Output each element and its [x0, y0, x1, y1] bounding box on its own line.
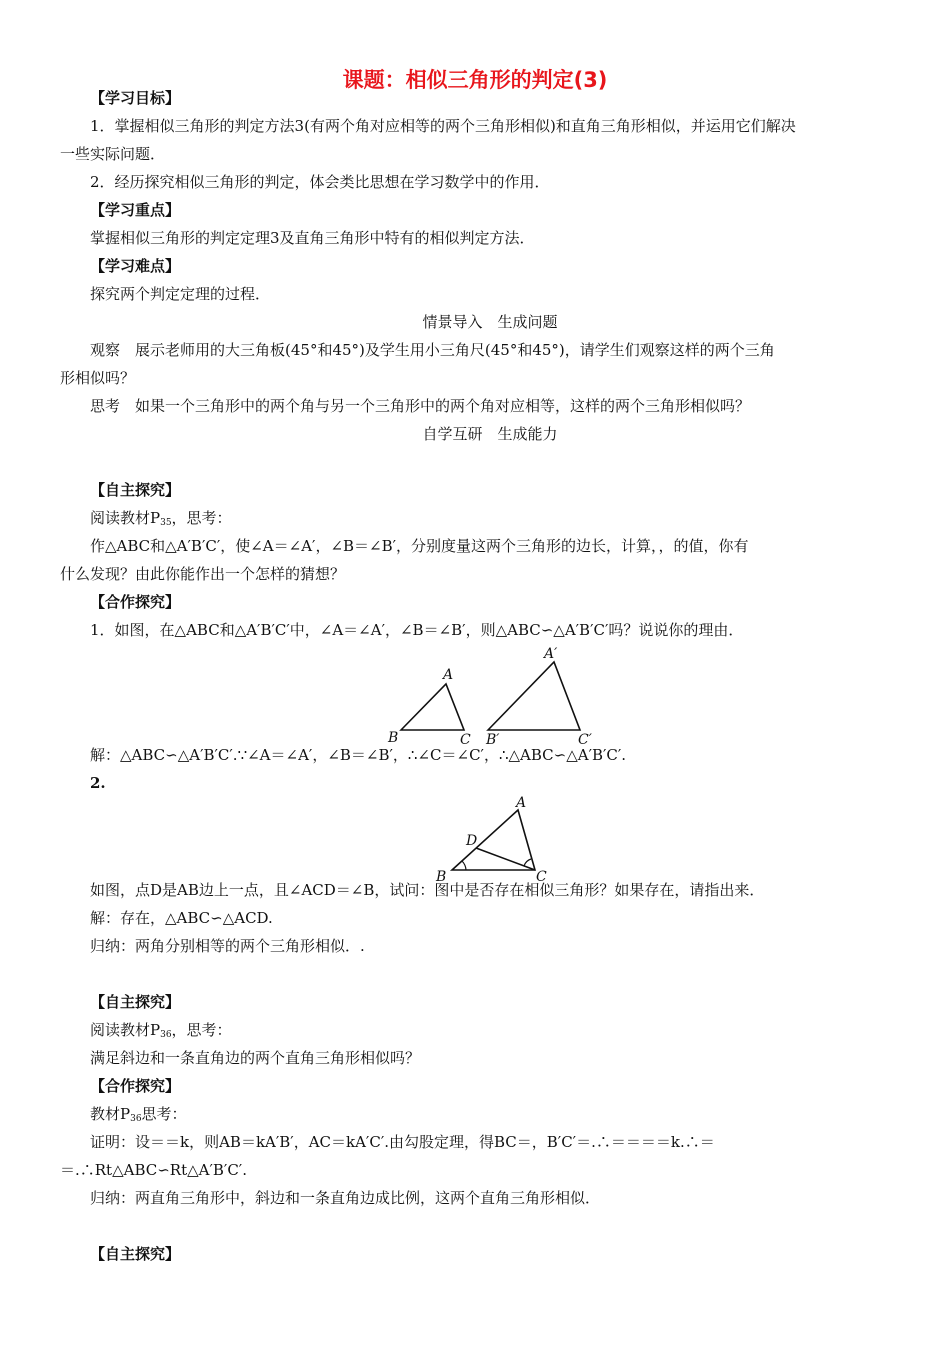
triangle-abc — [401, 684, 464, 730]
summary-2: 归纳：两直角三角形中，斜边和一条直角边成比例，这两个直角三角形相似． — [90, 1189, 601, 1207]
read-textbook-2: 阅读教材$P_{36}$，思考： — [90, 1021, 232, 1040]
solution-2: 解：存在，△ABC∽△ACD. — [90, 909, 273, 927]
think-text: 思考 如果一个三角形中的两个角与另一个三角形中的两个角对应相等，这样的两个三角形相似吗？ — [90, 397, 751, 415]
section-intro-heading: 情景导入 生成问题 — [422, 313, 558, 331]
label-b-prime: B′ — [486, 732, 500, 748]
triangle-a-prime-b-prime-c-prime — [488, 662, 580, 730]
label-d: D — [466, 833, 478, 849]
question-2: 如图，点D是AB边上一点，且∠ACD＝∠B，试问：图中是否存在相似三角形？如果存在，请指出来． — [90, 881, 765, 899]
segment-cd — [476, 848, 535, 870]
label-c: C — [460, 732, 471, 748]
angle-mark-c — [524, 859, 531, 866]
proof-a: 证明：设＝＝k，则AB＝kA′B′，AC＝kA′C′.由勾股定理，得BC＝，B′C′＝.∴＝＝＝＝k.∴＝ — [90, 1133, 715, 1151]
question-1: 1．如图，在△ABC和△A′B′C′中，∠A＝∠A′，∠B＝∠B′，则△ABC∽△A′B′C′吗？说说你的理由． — [90, 621, 744, 639]
figure-similar-triangles — [380, 640, 610, 750]
observe-a: 观察 展示老师用的大三角板(45°和45°)及学生用小三角尺(45°和45°)，请学生们观察这样的两个三角 — [90, 341, 775, 359]
label-a-2: A — [516, 795, 527, 811]
goal-1b: 一些实际问题． — [60, 145, 166, 163]
question-3: 满足斜边和一条直角边的两个直角三角形相似吗？ — [90, 1049, 421, 1067]
goal-header: 【学习目标】 — [90, 89, 181, 107]
summary-1: 归纳：两角分别相等的两个三角形相似．. — [90, 937, 365, 955]
triangle-abc-2 — [452, 810, 535, 870]
make-triangles-a: 作△ABC和△A′B′C′，使∠A＝∠A′，∠B＝∠B′，分别度量这两个三角形的边长，计算，，的值，你有 — [90, 537, 749, 555]
section-self-study-heading: 自学互研 生成能力 — [422, 425, 558, 443]
observe-b: 形相似吗？ — [60, 369, 136, 387]
self-explore-header-3: 【自主探究】 — [90, 1245, 181, 1263]
label-a: A — [443, 667, 454, 683]
self-explore-header-1: 【自主探究】 — [90, 481, 181, 499]
key-text: 掌握相似三角形的判定定理3及直角三角形中特有的相似判定方法． — [90, 229, 535, 247]
angle-mark-b — [462, 861, 466, 870]
cooperate-header-1: 【合作探究】 — [90, 593, 181, 611]
label-b: B — [388, 730, 399, 746]
goal-1a: 1．掌握相似三角形的判定方法3(有两个角对应相等的两个三角形相似)和直角三角形相似，并运用它们解决 — [90, 117, 796, 135]
label-b-2: B — [436, 869, 447, 885]
goal-2: 2．经历探究相似三角形的判定，体会类比思想在学习数学中的作用． — [90, 173, 550, 191]
solution-1: 解：△ABC∽△A′B′C′.∵∠A＝∠A′，∠B＝∠B′，∴∠C＝∠C′，∴△ABC∽△A′B′C′. — [90, 746, 627, 764]
make-triangles-b: 什么发现？由此你能作出一个怎样的猜想？ — [60, 565, 346, 583]
figure-triangle-d — [430, 795, 560, 885]
self-explore-header-2: 【自主探究】 — [90, 993, 181, 1011]
difficulty-header: 【学习难点】 — [90, 257, 181, 275]
question-2-number: 2. — [90, 774, 106, 792]
label-a-prime: A′ — [544, 646, 558, 662]
key-header: 【学习重点】 — [90, 201, 181, 219]
label-c-prime: C′ — [578, 732, 592, 748]
textbook-think: 教材$P_{36}$思考： — [90, 1105, 187, 1124]
read-textbook-1: 阅读教材$P_{35}$，思考： — [90, 509, 232, 528]
page-title: 课题：相似三角形的判定(3) — [342, 68, 608, 92]
label-c-2: C — [536, 869, 547, 885]
cooperate-header-2: 【合作探究】 — [90, 1077, 181, 1095]
difficulty-text: 探究两个判定定理的过程． — [90, 285, 271, 303]
proof-b: ＝.∴Rt△ABC∽Rt△A′B′C′. — [60, 1161, 247, 1179]
